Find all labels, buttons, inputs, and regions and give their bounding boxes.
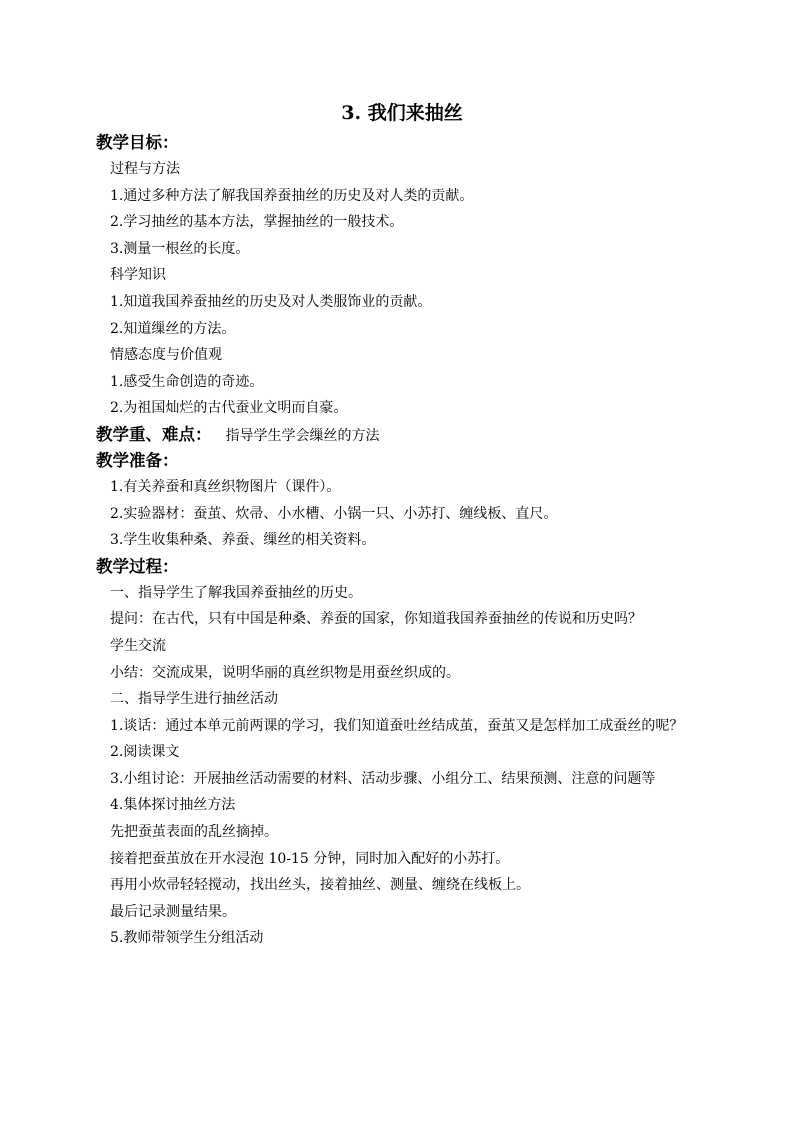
process-line: 再用小炊帚轻轻搅动，找出丝头，接着抽丝、测量、缠绕在线板上。 bbox=[110, 877, 530, 894]
process-line: 4.集体探讨抽丝方法 bbox=[110, 797, 236, 814]
focus-heading: 教学重、难点： bbox=[96, 424, 212, 444]
process-line: 3.小组讨论：开展抽丝活动需要的材料、活动步骤、小组分工、结果预测、注意的问题等 bbox=[110, 770, 656, 787]
process-line: 5.教师带领学生分组活动 bbox=[110, 930, 264, 947]
process-line: 最后记录测量结果。 bbox=[110, 903, 236, 920]
page-title: 3. 我们来抽丝 bbox=[341, 102, 463, 124]
preparation-item: 2.实验器材：蚕茧、炊帚、小水槽、小锅一只、小苏打、缠线板、直尺。 bbox=[110, 505, 558, 522]
process-line: 提问：在古代，只有中国是种桑、养蚕的国家，你知道我国养蚕抽丝的传说和历史吗？ bbox=[110, 611, 642, 628]
focus-section bbox=[96, 422, 698, 448]
focus-text: 指导学生学会缫丝的方法 bbox=[225, 427, 380, 444]
process-line: 小结：交流成果，说明华丽的真丝织物是用蚕丝织成的。 bbox=[110, 664, 460, 681]
process-line: 二、指导学生进行抽丝活动 bbox=[110, 691, 278, 708]
process-line: 2.阅读课文 bbox=[110, 744, 180, 761]
attitude-subheading: 情感态度与价值观 bbox=[110, 347, 222, 364]
process-method-subheading: 过程与方法 bbox=[110, 161, 180, 177]
preparation-item: 1.有关养蚕和真丝织物图片（课件）。 bbox=[110, 478, 341, 495]
process-line: 学生交流 bbox=[110, 637, 166, 654]
process-line: 1.谈话：通过本单元前两课的学习，我们知道蚕吐丝结成茧，蚕茧又是怎样加工成蚕丝的呢？ bbox=[110, 717, 684, 734]
process-line: 一、指导学生了解我国养蚕抽丝的历史。 bbox=[110, 584, 362, 601]
teaching-process-heading: 教学过程： bbox=[96, 556, 179, 576]
knowledge-item: 1.知道我国养蚕抽丝的历史及对人类服饰业的贡献。 bbox=[110, 293, 432, 310]
process-item: 3.测量一根丝的长度。 bbox=[110, 240, 250, 257]
process-item: 2.学习抽丝的基本方法，掌握抽丝的一般技术。 bbox=[110, 214, 404, 231]
attitude-item: 1.感受生命创造的奇迹。 bbox=[110, 373, 264, 390]
preparation-heading: 教学准备： bbox=[96, 450, 179, 470]
attitude-item: 2.为祖国灿烂的古代蚕业文明而自豪。 bbox=[110, 400, 348, 417]
objectives-heading: 教学目标： bbox=[96, 133, 179, 152]
preparation-item: 3.学生收集种桑、养蚕、缫丝的相关资料。 bbox=[110, 532, 376, 549]
knowledge-subheading: 科学知识 bbox=[110, 267, 166, 284]
process-line: 接着把蚕茧放在开水浸泡 10-15 分钟，同时加入配好的小苏打。 bbox=[110, 850, 510, 867]
process-line: 先把蚕茧表面的乱丝摘掉。 bbox=[110, 824, 278, 841]
knowledge-item: 2.知道缫丝的方法。 bbox=[110, 320, 236, 337]
process-item: 1.通过多种方法了解我国养蚕抽丝的历史及对人类的贡献。 bbox=[110, 187, 474, 204]
